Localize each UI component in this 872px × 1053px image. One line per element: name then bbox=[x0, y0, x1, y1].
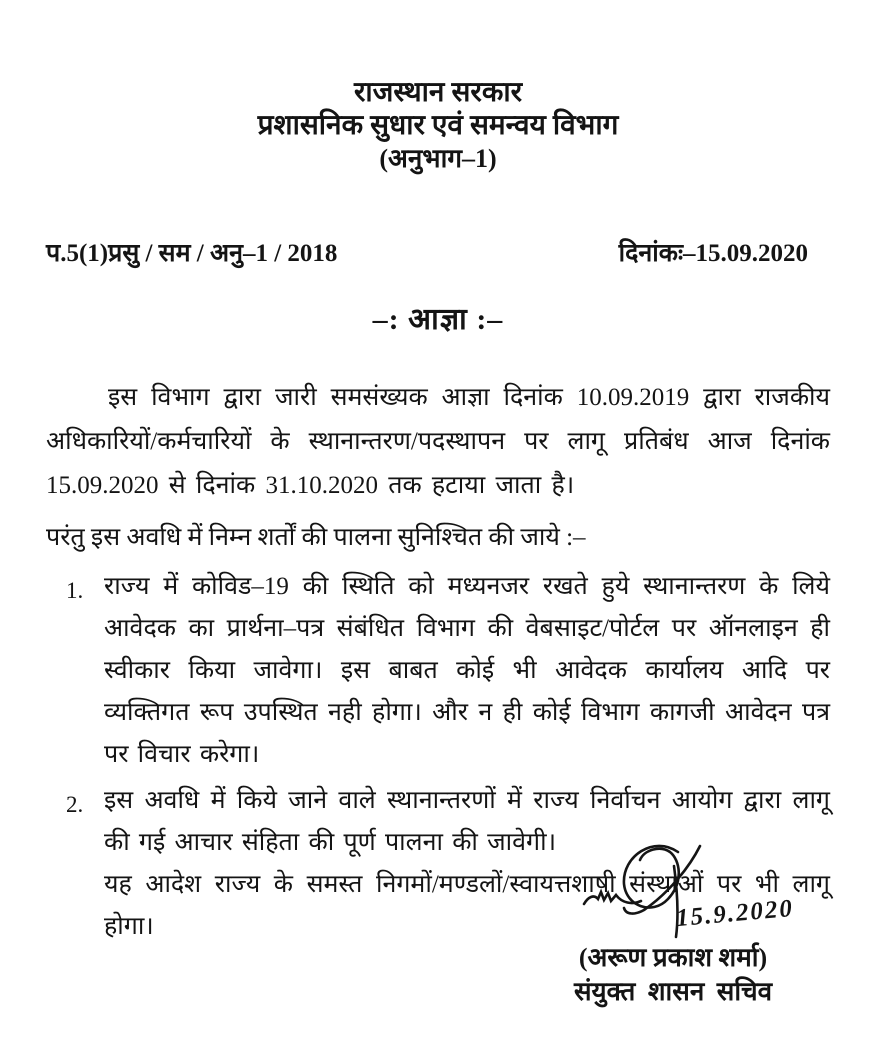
paragraph-intro: इस विभाग द्वारा जारी समसंख्यक आज्ञा दिनांक 10.09.2019 द्वारा राजकीय अधिकारियों/कर्मचारियों के स्थानान्तरण/पदस्थापन पर लागू प्रतिबंध आज दिनांक 15.09.2020 से दिनांक 31.10.2020 तक हटाया जाता है। bbox=[46, 384, 830, 499]
signature-scribble-icon bbox=[580, 842, 740, 946]
order-title: –: आज्ञा :– bbox=[372, 303, 504, 336]
reference-number: प.5(1)प्रसु / सम / अनु–1 / 2018 bbox=[46, 240, 338, 267]
handwritten-date: 15.9.2020 bbox=[675, 894, 795, 933]
meta-row bbox=[46, 235, 830, 269]
department-name: प्रशासनिक सुधार एवं समन्वय विभाग bbox=[257, 110, 619, 141]
signatory-designation: संयुक्त शासन सचिव bbox=[573, 977, 773, 1006]
government-name: राजस्थान सरकार bbox=[353, 77, 523, 108]
list-item-number: 1. bbox=[66, 578, 84, 603]
section-name: (अनुभाग–1) bbox=[379, 144, 497, 173]
list-item bbox=[46, 566, 830, 776]
list-item-continuation: यह आदेश राज्य के समस्त निगमों/मण्डलों/स्वायत्तशाषी संस्थाओं पर भी लागू होगा। bbox=[104, 871, 830, 940]
signatory-name: (अरूण प्रकाश शर्मा) bbox=[578, 943, 768, 972]
paragraph-conditions-lead: परंतु इस अवधि में निम्न शर्तों की पालना सुनिश्चित की जाये :– bbox=[46, 524, 586, 551]
list-item-number: 2. bbox=[66, 792, 84, 817]
list-item-text: इस अवधि में किये जाने वाले स्थानान्तरणों में राज्य निर्वाचन आयोग द्वारा लागू की गई आचार संहिता की पूर्ण पालना की जावेगी। bbox=[104, 787, 830, 856]
signature-block bbox=[538, 842, 808, 1022]
document-date: दिनांकः–15.09.2020 bbox=[618, 240, 808, 267]
list-item-text: राज्य में कोविड–19 की स्थिति को मध्यनजर रखते हुये स्थानान्तरण के लिये आवेदक का प्रार्थना–पत्र संबंधित विभाग की वेबसाइट/पोर्टल पर ऑनलाइन ही स्वीकार किया जावेगा। इस बाबत कोई भी आवेदक कार्यालय आदि पर व्यक्तिगत रूप उपस्थित नही होगा। और न ही कोई विभाग कागजी आवेदन पत्र पर विचार करेगा। bbox=[104, 573, 830, 768]
document-header bbox=[46, 76, 830, 175]
